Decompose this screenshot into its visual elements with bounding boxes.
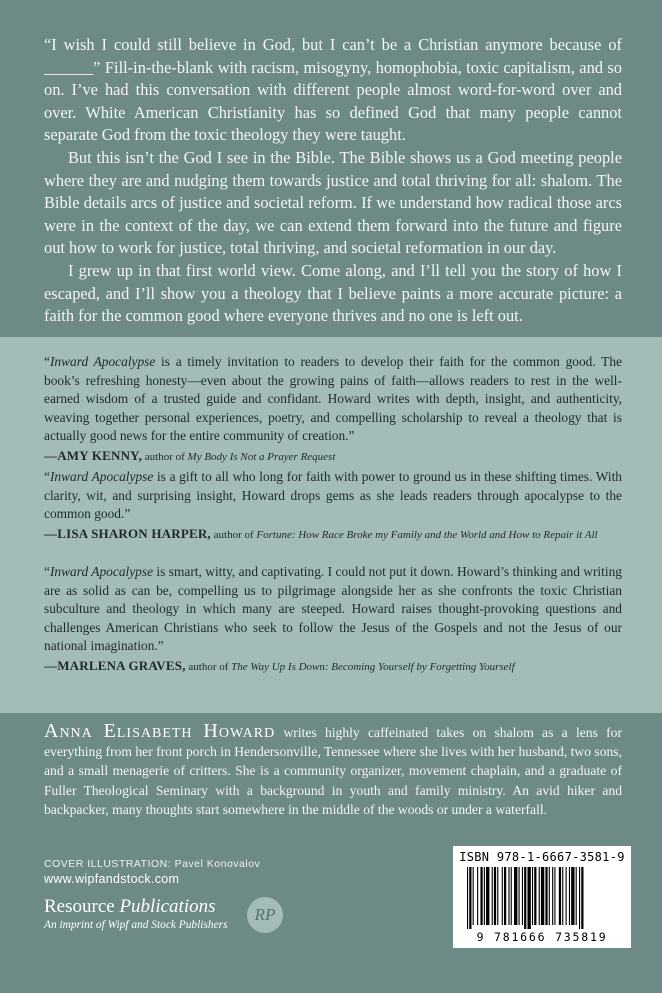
barcode-bar <box>469 867 471 929</box>
barcode-bar <box>566 867 567 925</box>
barcode-bar <box>569 867 570 925</box>
publisher-website: www.wipfandstock.com <box>44 872 180 886</box>
barcode-bar <box>524 867 526 929</box>
endorsement-attribution: —LISA SHARON HARPER, author of Fortune: How Race Broke my Family and the World and How to Repair it All <box>44 525 598 541</box>
barcode-bar <box>484 867 485 925</box>
endorsement-quote: “Inward Apocalypse is smart, witty, and captivating. I could not put it down. Howard’s thinking and writing are as solid as can be, compelling us to pilgrimage alongside her as she confronts the toxic Christian subculture and theology in which many are steeped. Howard raises thought-provoking questions and challenges American Christians who seek to follow the Jesus of the Gospels and not the Jesus of our national imagination.” <box>44 564 622 654</box>
barcode-bar <box>541 867 544 925</box>
barcode-bar <box>473 867 474 925</box>
endorsement-quote: “Inward Apocalypse is a timely invitation to readers to develop their faith for the common good. The book’s refreshing honesty—even about the growing pains of faith—allows readers to rest in the well-earned wisdom of a trusted guide and confidant. Howard writes with depth, insight, and authenticity, weaving together personal experiences, poetry, and compelling scholarship to reveal a theology that is actually good news for the entire community of creation.” <box>44 354 622 444</box>
author-bio-text: writes highly caffeinated takes on shalom as a lens for everything from her front porch in Hendersonville, Tennessee where she lives with her husband, two sons, and a small menagerie of critters. She is a community organizer, movement chaplain, and a graduate of Fuller Theological Seminary with a background in youth and family ministry. An avid hiker and backpacker, many thoughts start somewhere in the middle of the woods or under a waterfall. <box>44 725 622 817</box>
barcode-bar <box>508 867 509 925</box>
barcode-bar <box>486 867 489 925</box>
barcode-bar <box>467 867 468 929</box>
barcode-bar <box>539 867 540 925</box>
cover-illustration-credit: COVER ILLUSTRATION: Pavel Konovalov <box>44 858 261 870</box>
barcode-bar <box>549 867 550 925</box>
endorser-work: My Body Is Not a Prayer Request <box>187 450 336 463</box>
barcode-bar <box>534 867 536 925</box>
endorser-name: —MARLENA GRAVES, <box>44 657 186 673</box>
description-paragraph-1: “I wish I could still believe in God, but I can’t be a Christian anymore because of ______” Fill-in-the-blank with racism, misogyny, homophobia, toxic capitalism, and so on. I’ve had this conversation with different people almost word-for-word over and over. White American Christianity has so defined God that many people cannot separate God from the toxic theology they were taught. <box>44 35 622 145</box>
endorsement-attribution: —AMY KENNY, author of My Body Is Not a Prayer Request <box>44 447 336 463</box>
description-paragraph-3: I grew up in that first world view. Come along, and I’ll tell you the story of how I escaped, and I’ll show you a theology that I believe paints a more accurate picture: a faith for the common good where everyone thrives and no one is left out. <box>44 260 622 326</box>
barcode-bar <box>492 867 493 925</box>
barcode-bar <box>480 867 482 925</box>
endorser-work: Fortune: How Race Broke my Family and the World and How to Repair it All <box>256 528 598 541</box>
barcode-bar <box>519 867 520 925</box>
barcode-bar <box>576 867 577 925</box>
barcode-bar <box>545 867 547 925</box>
endorsement-marlena-graves <box>44 563 622 677</box>
publisher-imprint: An imprint of Wipf and Stock Publishers <box>44 919 228 931</box>
author-bio <box>44 722 622 819</box>
isbn-barcode <box>453 846 631 948</box>
author-name: Anna Elisabeth Howard <box>44 720 276 742</box>
endorser-name: —AMY KENNY, <box>44 447 143 463</box>
barcode-bar <box>527 867 530 929</box>
barcode-bar <box>504 867 506 925</box>
isbn-number: ISBN 978-1-6667-3581-9 <box>459 850 625 864</box>
barcode-digits: 9 781666 735819 <box>476 930 608 944</box>
book-title: Inward Apocalypse <box>49 354 156 369</box>
barcode-bar <box>511 867 512 925</box>
barcode-bar <box>502 867 503 925</box>
barcode-bar <box>559 867 561 925</box>
barcode-bar <box>581 867 583 929</box>
book-title: Inward Apocalypse <box>49 469 154 484</box>
publisher-logo-icon: RP <box>247 897 283 933</box>
barcode-bar <box>497 867 498 925</box>
book-description <box>44 34 622 328</box>
endorser-work: The Way Up Is Down: Becoming Yourself by Forgetting Yourself <box>231 660 515 673</box>
publisher-name: Resource Publications <box>44 896 216 917</box>
barcode-bar <box>514 867 517 925</box>
barcode-bar <box>552 867 553 925</box>
barcode-bar <box>554 867 555 925</box>
endorsement-attribution: —MARLENA GRAVES, author of The Way Up Is Down: Becoming Yourself by Forgetting Yourself <box>44 657 515 673</box>
endorsement-lisa-sharon-harper <box>44 468 622 544</box>
barcode-bar <box>532 867 533 925</box>
barcode-bar <box>477 867 478 925</box>
barcode-bar <box>522 867 523 925</box>
barcode-bar <box>579 867 580 929</box>
endorsement-quote: “Inward Apocalypse is a gift to all who long for faith with power to ground us in these shifting times. With clarity, wit, and surprising insight, Howard drops gems as she leads readers through apocalypse to the common good.” <box>44 469 622 522</box>
barcode-bars <box>467 867 617 929</box>
book-title: Inward Apocalypse <box>49 564 154 579</box>
description-paragraph-2: But this isn’t the God I see in the Bible. The Bible shows us a God meeting people where they are and nudging them towards justice and total thriving for all: shalom. The Bible details arcs of justice and societal reform. If we understand how radical those arcs were in the context of the day, we can extend them forward into the future and figure out how to work for justice, total thriving, and societal reformation in our day. <box>44 147 622 258</box>
endorsements-band <box>0 337 662 713</box>
endorser-name: —LISA SHARON HARPER, <box>44 525 211 541</box>
barcode-bar <box>562 867 563 925</box>
barcode-bar <box>571 867 574 925</box>
endorsement-amy-kenny <box>44 353 622 467</box>
barcode-bar <box>494 867 496 925</box>
